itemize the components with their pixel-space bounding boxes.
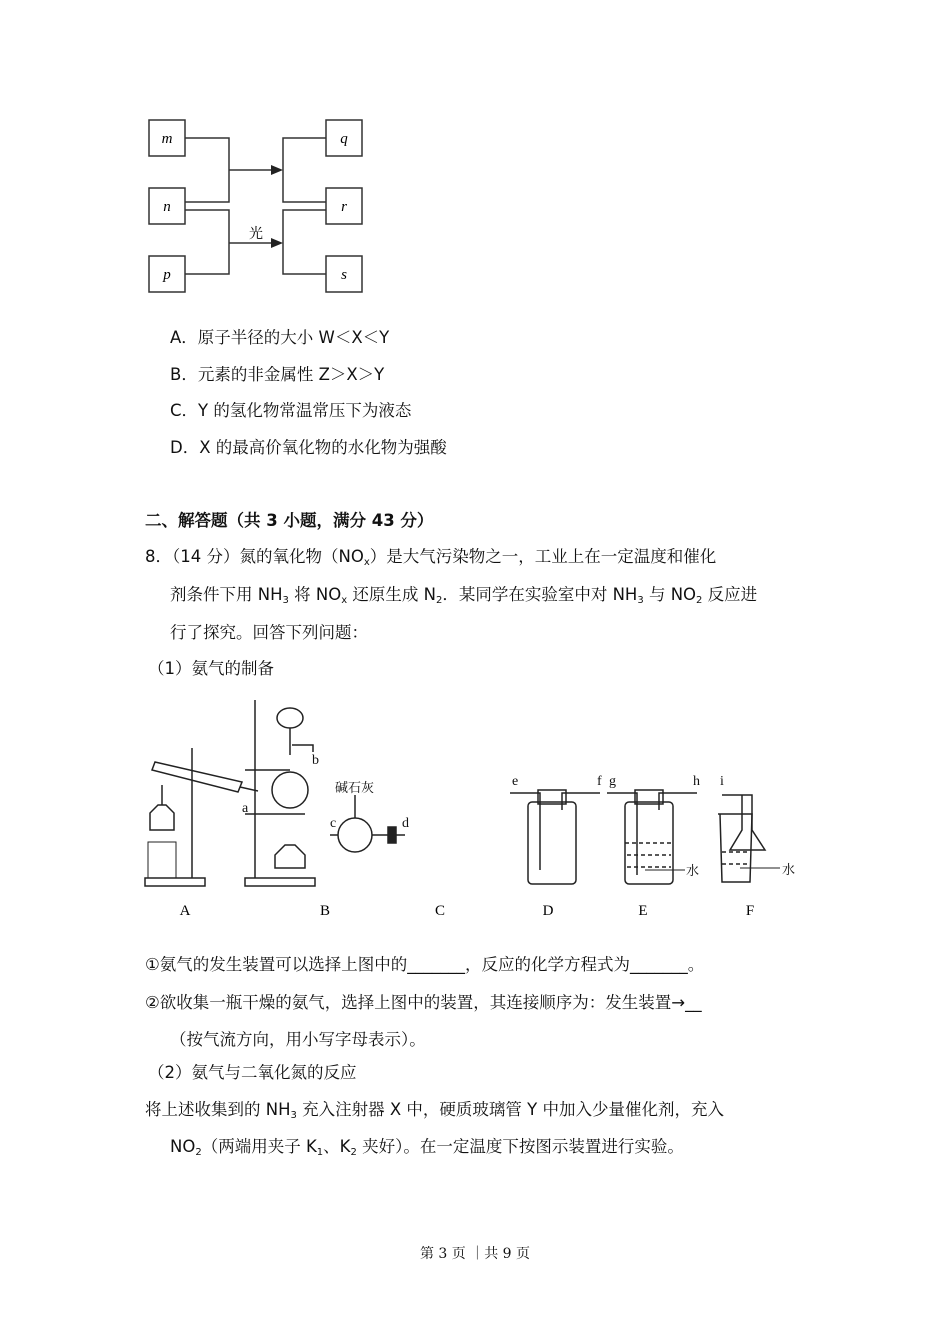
box-m: m [161,131,173,147]
text-run: 充入注射器 X 中，硬质玻璃管 Y 中加入少量催化剂，充入 [296,1100,724,1119]
soda-lime-label: 碱石灰 [335,780,375,795]
page-footer: 第 3 页 ｜共 9 页 [419,1246,531,1262]
apparatus-name-e: E [638,903,648,919]
q8-line [145,1099,724,1121]
apparatus-c [330,795,405,852]
apparatus-name-b: B [319,903,331,919]
apparatus-name-f: F [745,903,755,919]
text-run: 夹好）。在一定温度下按图示装置进行实验。 [356,1137,684,1156]
text-run: 8．（14 分）氮的氧化物（NO [145,547,364,566]
port-label-g: g [609,774,616,789]
text-run: C．Y 的氢化物常温常压下为液态 [170,401,412,420]
box-p: p [163,267,171,283]
text-run: 反应进 [702,585,758,604]
subscript: x [341,595,348,606]
q8-line [170,1029,426,1051]
subscript: 2 [435,595,443,606]
port-label-f: f [597,774,602,789]
apparatus-a [145,748,258,886]
port-label-b: b [312,753,319,768]
text-run: 还原生成 N [347,585,436,604]
box-r: r [341,199,347,215]
port-label-e: e [512,774,519,789]
q8-line [170,1136,684,1158]
text-run: ．某同学在实验室中对 NH [442,585,638,604]
text-run: D．X 的最高价氧化物的水化物为强酸 [170,438,447,457]
apparatus-f [718,795,780,882]
text-run: 与 NO [643,585,697,604]
port-label-d: d [402,816,409,831]
option-b [170,364,384,386]
apparatus-e [607,790,700,884]
port-label-a: a [242,801,249,816]
option-c [170,400,411,422]
subscript: 3 [282,595,289,606]
text-run: B．元素的非金属性 Z＞X＞Y [170,365,385,384]
q8-part1-question-2 [145,992,702,1014]
box-n: n [163,199,171,215]
subscript: 2 [195,1147,202,1158]
subscript: 3 [290,1110,297,1121]
q8-line [145,546,716,568]
text-run: ①氨气的发生装置可以选择上图中的_______，反应的化学方程式为_______。 [145,955,705,974]
apparatus-name-d: D [542,903,554,919]
subscript: x [363,557,370,568]
water-label-e: 水 [686,863,700,878]
reaction-flow-diagram [140,110,380,300]
text-run: （2）氨气与二氧化氮的反应 [148,1063,357,1082]
text-run: （两端用夹子 K [201,1137,317,1156]
subscript: 3 [637,595,644,606]
text-run: （按气流方向，用小写字母表示）。 [170,1030,426,1049]
box-s: s [341,267,347,283]
q8-subheading-1 [148,658,274,680]
text-run: 将 NO [288,585,342,604]
text-run: 将上述收集到的 NH [145,1100,291,1119]
q8-line [170,584,757,606]
apparatus-figure [130,690,820,920]
text-run: （1）氨气的制备 [148,659,274,678]
port-label-c: c [330,816,337,831]
apparatus-d [510,790,600,884]
apparatus-name-c: C [434,903,446,919]
option-d [170,437,447,459]
port-label-i: i [720,774,724,789]
water-label-f: 水 [782,862,796,877]
port-label-h: h [693,774,700,789]
apparatus-name-a: A [179,903,191,919]
text-run: 行了探究。回答下列问题： [170,623,368,642]
text-run: NO [170,1137,196,1156]
text-run: A．原子半径的大小 W＜X＜Y [170,328,390,347]
text-run: 、K [323,1137,351,1156]
apparatus-b [245,700,315,886]
section-title: 二、解答题（共 3 小题，满分 43 分） [145,511,434,530]
box-q: q [340,131,348,147]
text-run: ）是大气污染物之一，工业上在一定温度和催化 [369,547,717,566]
text-run: ②欲收集一瓶干燥的氨气，选择上图中的装置，其连接顺序为：发生装置→__ [145,993,702,1012]
text-run: 剂条件下用 NH [170,585,283,604]
option-a [170,327,389,349]
condition-light-label: 光 [249,227,263,242]
q8-subheading-2 [148,1062,357,1084]
q8-line [170,622,368,644]
q8-part1-question-1 [145,954,704,976]
subscript: 2 [350,1147,357,1158]
subscript: 1 [316,1147,324,1158]
subscript: 2 [696,595,703,606]
